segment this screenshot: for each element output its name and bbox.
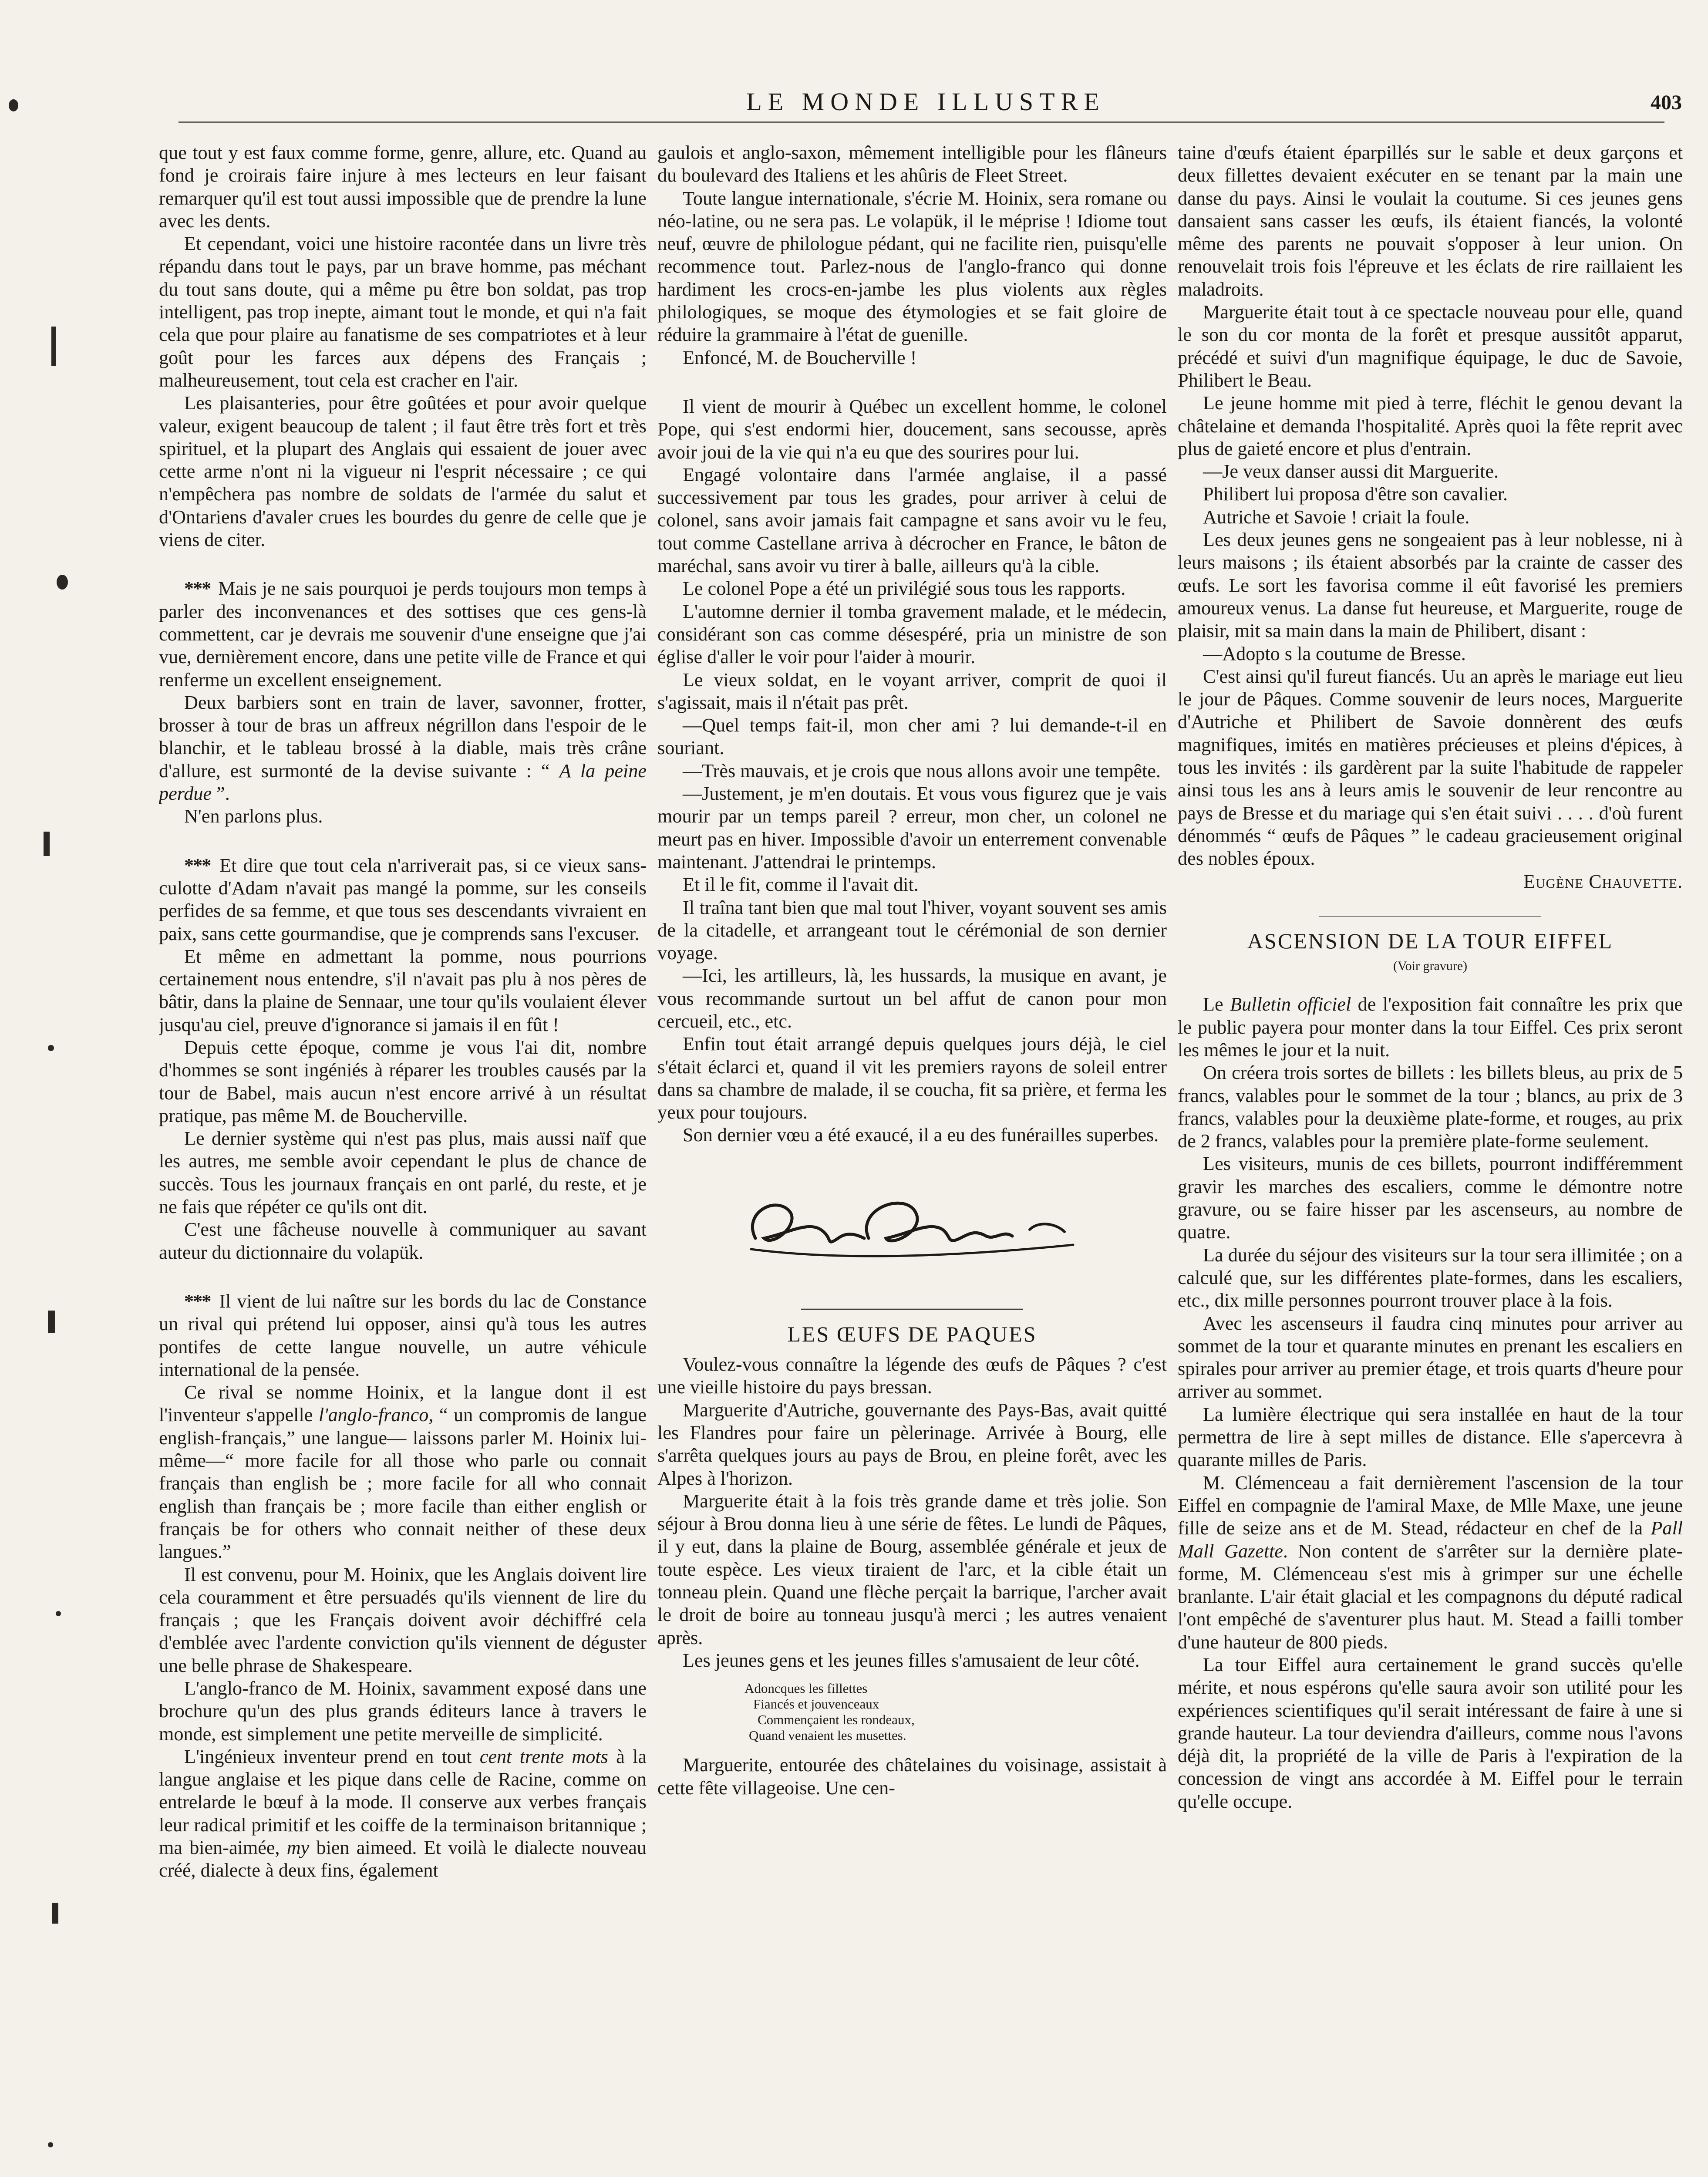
signature-scrawl [725, 1173, 1099, 1273]
paragraph-text: ”. [212, 783, 230, 805]
paragraph: Il traîna tant bien que mal tout l'hiver, voyant souvent ses amis de la citadelle, et arrangeant tout le cérémonial de son dernier voyage. [657, 896, 1167, 964]
author-signoff: Eugène Chauvette. [1523, 870, 1683, 892]
paragraph: Le colonel Pope a été un privilégié sous tous les rapports. [683, 578, 1126, 600]
paragraph: C'est une fâcheuse nouvelle à communiquer au savant auteur du dictionnaire du volapük. [159, 1219, 647, 1263]
paragraph: Enfoncé, M. de Boucherville ! [683, 347, 917, 368]
paragraph: —Je veux danser aussi dit Marguerite. [1203, 461, 1499, 482]
paragraph [159, 691, 647, 805]
paragraph: taine d'œufs étaient éparpillés sur le sable et deux garçons et deux fillettes devaient exécuter en se tenant par la main une danse du pays. Ainsi le voulait la coutume. Si ces jeunes gens dansaient sans casser les œufs, ils étaient fiancés, la volonté même des parents ne pouvait s'opposer à leur union. On renouvelait trois fois l'épreuve et les éclats de rire raillaient les maladroits. [1178, 142, 1683, 300]
publication-title: Bulletin officiel [1230, 994, 1351, 1015]
paragraph: Et il le fit, comme il l'avait dit. [683, 874, 919, 896]
paragraph: Toute langue internationale, s'écrie M. Hoinix, sera romane ou néo-latine, ou ne sera pas. Le volapük, il le méprise ! Idiome tout neuf, œuvre de philologue pédant, qui ne facilite rien, puisqu'elle recommence tout. Parlez-nous de l'anglo-franco qui donne hardiment les crocs-en-jambe les plus violents aux règles philologiques, se moque des étymologies et se fait gloire de réduire la grammaire à l'état de guenille. [657, 187, 1167, 346]
paragraph [1178, 993, 1683, 1062]
margin-mark [48, 1045, 54, 1051]
paragraph: Et cependant, voici une histoire racontée dans un livre très répandu dans tout le pays, par un brave homme, pas méchant du tout sans doute, qui a même pu être bon soldat, pas trop intelligent, pas trop inepte, aimant tout le monde, et qui n'a fait cela que pour plaire au fanatisme de ses compatriotes et à leur goût pour les farces aux dépens des Français ; malheureusement, tout cela est cracher en l'air. [159, 233, 647, 391]
paragraph: gaulois et anglo-saxon, mêmement intelligible pour les flâneurs du boulevard des Italiens et les ahûris de Fleet Street. [657, 142, 1167, 186]
term: l'anglo-franco [318, 1404, 429, 1426]
paragraph: Il est convenu, pour M. Hoinix, que les Anglais doivent lire cela couramment et être persuadés qu'ils viennent de lire du français ; que les Français doivent avoir déchiffré cela d'emblée avec l'ardente conviction qu'ils viennent de déguster une belle phrase de Shakespeare. [159, 1564, 647, 1676]
paragraph: La durée du séjour des visiteurs sur la tour sera illimitée ; on a calculé que, sur les différentes plate-formes, dans les escaliers, etc., dix mille personnes pourront trouver place à la fois. [1178, 1244, 1683, 1311]
paragraph: C'est ainsi qu'il fureut fiancés. Uu an après le mariage eut lieu le jour de Pâques. Comme souvenir de leurs noces, Marguerite d'Autriche et Philibert de Savoie donnèrent des œufs magnifiques, imités en matières précieuses et pleins d'épices, à tous les invités : ils gardèrent par la suite l'habitude de rappeler ainsi tous les ans à leurs amis le souvenir de leur rencontre au pays de Bresse et du mariage qui s'en était suivi . . . . d'où furent dénommés “ œufs de Pâques ” le cadeau gracieusement original des nobles époux. [1178, 665, 1683, 869]
verse-line: Fiancés et jouvenceaux [753, 1696, 879, 1712]
margin-mark [48, 2142, 53, 2147]
paragraph: La lumière électrique qui sera installée en haut de la tour permettra de lire à sept milles de distance. Elle s'apercevra à quarante milles de Paris. [1178, 1403, 1683, 1471]
asterism: *** [184, 854, 216, 876]
paragraph: Les jeunes gens et les jeunes filles s'amusaient de leur côté. [683, 1649, 1140, 1671]
paragraph: Marguerite, entourée des châtelaines du voisinage, assistait à cette fête villageoise. Une cen- [657, 1754, 1167, 1799]
paragraph: Marguerite était tout à ce spectacle nouveau pour elle, quand le son du cor monta de la forêt et presque aussitôt apparut, précédé et suivi d'un magnifique équipage, le duc de Savoie, Philibert le Beau. [1178, 301, 1683, 391]
paragraph: —Justement, je m'en doutais. Et vous vous figurez que je vais mourir par un temps pareil ? erreur, mon cher, un colonel ne meurt pas en hiver. Impossible d'avoir un enterrement convenable maintenant. J'attendrai le printemps. [657, 783, 1167, 873]
margin-mark [48, 1311, 55, 1333]
paragraph: Les plaisanteries, pour être goûtées et pour avoir quelque valeur, exigent beaucoup de talent ; il faut être très fort et très spirituel, et la plupart des Anglais qui essaient de jouer avec cette arme n'ont ni la vigueur ni l'esprit nécessaire ; ce qui n'empêchera pas nombre de soldats de l'armée du salut et d'Ontariens d'avaler crues les bourdes du genre de celle que je viens de citer. [159, 392, 647, 551]
paragraph-text: Le [1203, 994, 1230, 1015]
paragraph-text: de l'exposition fait connaître les prix que le public payera pour monter dans la tour Eiffel. Ces prix seront les mêmes le jour et la nuit. [1178, 994, 1683, 1061]
paragraph: Les visiteurs, munis de ces billets, pourront indifféremment gravir les marches des escaliers, comme le démontre notre gravure, ou se faire hisser par les ascenseurs, au nombre de quatre. [1178, 1153, 1683, 1243]
paragraph-text: à la langue anglaise et les pique dans celle de Racine, comme on entrelarde le bœuf à la mode. Il conserve aux verbes français leur radical primitif et les coiffe de la terminaison britannique ; ma bien-aimée, [159, 1746, 647, 1859]
paragraph: Le dernier système qui n'est pas plus, mais aussi naïf que les autres, me semble avoir cependant le plus de chance de succès. Tous les journaux français en ont parlé, du reste, et je ne fais que répéter ce qu'ils ont dit. [159, 1128, 647, 1218]
section-rule [801, 1308, 1023, 1310]
emphasis: cent trente mots [479, 1746, 608, 1767]
paragraph: Depuis cette époque, comme je vous l'ai dit, nombre d'hommes se sont ingéniés à réparer les troubles causés par la tour de Babel, mais aucun n'est encore arrivé à un résultat pratique, pas même M. de Boucherville. [159, 1036, 647, 1126]
paragraph-text: Deux barbiers sont en train de laver, savonner, frotter, brosser à tour de bras un affreux négrillon dans l'espoir de le blanchir, et le tableau brossé à la diable, mais très crâne d'allure, est surmonté de la devise suivante : “ [159, 691, 647, 782]
publication-title: Pall Mall Gazette [1178, 1517, 1683, 1562]
column-2 [657, 142, 1167, 2177]
paragraph: Son dernier vœu a été exaucé, il a eu des funérailles superbes. [683, 1124, 1159, 1146]
page-number: 403 [1651, 91, 1682, 114]
section-subtitle: (Voir gravure) [1393, 959, 1468, 974]
emphasis: my [286, 1837, 310, 1859]
running-head [170, 87, 1682, 122]
paragraph [1178, 1472, 1683, 1654]
paragraph-text: . Non content de s'arrêter sur la dernière plate-forme, M. Clémenceau s'est mis à grimper sur une échelle branlante. L'air était glacial et les compagnons du député radical l'ont empêché de s'aventurer plus haut. M. Stead a failli tomber d'une hauteur de 800 pieds. [1178, 1540, 1683, 1653]
section-title: ASCENSION DE LA TOUR EIFFEL [1247, 928, 1614, 953]
paragraph [159, 1381, 647, 1563]
paragraph: —Adopto s la coutume de Bresse. [1203, 643, 1466, 664]
asterism: *** [184, 1290, 216, 1312]
verse-line: Commençaient les rondeaux, [758, 1712, 915, 1728]
paragraph: On créera trois sortes de billets : les billets bleus, au prix de 5 francs, valables pour le sommet de la tour ; blancs, au prix de 3 francs, valables pour la deuxième plate-forme, et rouges, au prix de 2 francs, valables pour la première plate-forme seulement. [1178, 1062, 1683, 1152]
column-1 [159, 142, 647, 2177]
margin-mark [44, 832, 50, 856]
paragraph: Marguerite était à la fois très grande dame et très jolie. Son séjour à Brou donna lieu à une série de fêtes. Le lundi de Pâques, il y eut, dans la plaine de Bourg, assemblée générale et jeux de toute espèce. Les vieux tiraient de l'arc, et la cible était un tonneau plein. Quand une flèche perçait la barrique, l'archer avait le droit de boire au tonneau jusqu'à merci ; les autres venaient après. [657, 1490, 1167, 1648]
paragraph: Et même en admettant la pomme, nous pourrions certainement nous entendre, s'il n'avait pas plu à nos pères de bâtir, dans la plaine de Sennaar, une tour qu'ils voulaient élever jusqu'au ciel, preuve d'ignorance si jamais il en fût ! [159, 945, 647, 1035]
paragraph: Il vient de mourir à Québec un excellent homme, le colonel Pope, qui s'est endormi hier, doucement, sans secousse, après avoir joui de la vie qui n'a eu que des sourires pour lui. [657, 395, 1167, 463]
paragraph: —Ici, les artilleurs, là, les hussards, la musique en avant, je vous recommande surtout un bel affut de canon pour mon cercueil, etc., etc. [657, 965, 1167, 1032]
paragraph-text: Mais je ne sais pourquoi je perds toujours mon temps à parler des inconvenances et des sottises que ces gens-là commettent, car je devrais me souvenir d'une enseigne que j'ai vue, dernièrement encore, dans une petite ville de France et qui renferme un excellent enseignement. [159, 578, 647, 691]
paragraph: Avec les ascenseurs il faudra cinq minutes pour arriver au sommet de la tour et quarante minutes en prenant les escaliers en spirales pour arriver au premier étage, et trois quarts d'heure pour arriver au sommet. [1178, 1312, 1683, 1402]
paragraph: L'anglo-franco de M. Hoinix, savamment exposé dans une brochure qu'un des plus grands éditeurs lance à travers le monde, est simplement une petite merveille de simplicité. [159, 1678, 647, 1745]
paragraph: Enfin tout était arrangé depuis quelques jours déjà, le ciel s'était éclarci et, quand il vit les premiers rayons de soleil entrer dans sa chambre de malade, il se coucha, fit sa prière, et ferma les yeux pour toujours. [657, 1033, 1167, 1123]
verse [745, 1681, 1167, 1743]
paragraph: —Quel temps fait-il, mon cher ami ? lui demande-t-il en souriant. [657, 714, 1167, 759]
margin-mark [51, 327, 56, 366]
header-rule [179, 121, 1664, 123]
author-signature [657, 1173, 1167, 1286]
paragraph: La tour Eiffel aura certainement le grand succès qu'elle mérite, et nous espérons qu'elle saura avoir son utilité pour les expériences scientifiques qu'il serait intéressant de faire à une si grande hauteur. La tour deviendra d'ailleurs, comme nous l'avons déjà dit, la propriété de la ville de Paris à l'expiration de la concession de vingt ans accordée à M. Eiffel pour le terrain qu'elle occupe. [1178, 1654, 1683, 1812]
paragraph-text: L'ingénieux inventeur prend en tout [184, 1746, 480, 1767]
paragraph [159, 577, 647, 691]
masthead: LE MONDE ILLUSTRE [746, 88, 1105, 116]
paragraph: Autriche et Savoie ! criait la foule. [1203, 506, 1470, 528]
paragraph [159, 854, 647, 945]
paragraph-text: bien aimeed. Et voilà le dialecte nouveau créé, dialecte à deux fins, également [159, 1837, 647, 1881]
asterism: *** [184, 578, 215, 600]
paragraph-text: M. Clémenceau a fait dernièrement l'ascension de la tour Eiffel en compagnie de l'amiral Maxe, de Mlle Maxe, une jeune fille de seize ans et de M. Stead, rédacteur en chef de la [1178, 1472, 1683, 1539]
paragraph: —Très mauvais, et je crois que nous allons avoir une tempête. [683, 760, 1161, 782]
margin-mark [57, 575, 68, 590]
paragraph-text: Ce rival se nomme Hoinix, et la langue dont il est l'inventeur s'appelle [159, 1382, 647, 1426]
paragraph-text: Il vient de lui naître sur les bords du lac de Constance un rival qui prétend lui opposer, ainsi qu'à tous les autres pontifes de cette langue nouvelle, un autre véhicule international de la pensée. [159, 1290, 647, 1380]
margin-mark [56, 1611, 61, 1616]
paragraph: Engagé volontaire dans l'armée anglaise, il a passé successivement par tous les grades, pour arriver à celui de colonel, sans avoir jamais fait campagne et sans avoir vu le feu, tout comme Castellane arriva à décrocher en France, le bâton de maréchal, sans avoir vu tirer à balle, ailleurs qu'à la cible. [657, 464, 1167, 577]
paragraph [159, 1290, 647, 1381]
paragraph: Le vieux soldat, en le voyant arriver, comprit de quoi il s'agissait, mais il n'était pas prêt. [657, 669, 1167, 713]
margin-mark [9, 99, 18, 111]
paragraph: L'automne dernier il tomba gravement malade, et le médecin, considérant son cas comme désespéré, pria un ministre de son église d'aller le voir pour l'aider à mourir. [657, 600, 1167, 668]
paragraph-text: , “ un compromis de langue english-français,” une langue— laissons parler M. Hoinix lui-même—“ more facile for all those who parle ou connait français than english be ; more facile for all who connait english than français be ; more facile than either english or français be for others who connait neither of these deux langues.” [159, 1404, 647, 1563]
paragraph: Philibert lui proposa d'être son cavalier. [1203, 483, 1508, 505]
motto: A la peine perdue [159, 760, 647, 805]
section-title: LES ŒUFS DE PAQUES [787, 1321, 1037, 1346]
paragraph: que tout y est faux comme forme, genre, allure, etc. Quand au fond je croirais faire injure à mes lecteurs en leur faisant remarquer qu'il est tout aussi impossible que de prendre la lune avec les dents. [159, 142, 647, 232]
margin-mark [52, 1903, 58, 1924]
verse-line: Quand venaient les musettes. [749, 1728, 906, 1743]
column-3 [1178, 142, 1683, 2177]
section-rule [1319, 915, 1541, 917]
paragraph: Le jeune homme mit pied à terre, fléchit le genou devant la châtelaine et demanda l'hospitalité. Après quoi la fête reprit avec plus de gaieté encore et plus d'entrain. [1178, 392, 1683, 459]
paragraph: Voulez-vous connaître la légende des œufs de Pâques ? c'est une vieille histoire du pays bressan. [657, 1354, 1167, 1398]
paragraph [159, 1746, 647, 1882]
paragraph: Les deux jeunes gens ne songeaient pas à leur noblesse, ni à leurs maisons ; ils étaient absorbés par la crainte de casser des œufs. Le sort les favorisa comme il eût favorisé les premiers amoureux venus. La danse fut heureuse, et Marguerite, rouge de plaisir, mit sa main dans la main de Philibert, disant : [1178, 529, 1683, 642]
paragraph-text: Et dire que tout cela n'arriverait pas, si ce vieux sans-culotte d'Adam n'avait pas mangé la pomme, sur les conseils perfides de sa femme, et que tous ses descendants vivraient en paix, sans cette gourmandise, que je comprends sans l'excuser. [159, 854, 647, 944]
paragraph: Marguerite d'Autriche, gouvernante des Pays-Bas, avait quitté les Flandres pour faire un pèlerinage. Arrivée à Bourg, elle s'arrêta quelques jours au pays de Brou, en pleine forêt, avec les Alpes à l'horizon. [657, 1399, 1167, 1489]
verse-line: Adoncques les fillettes [745, 1681, 868, 1696]
paragraph: N'en parlons plus. [184, 805, 323, 827]
